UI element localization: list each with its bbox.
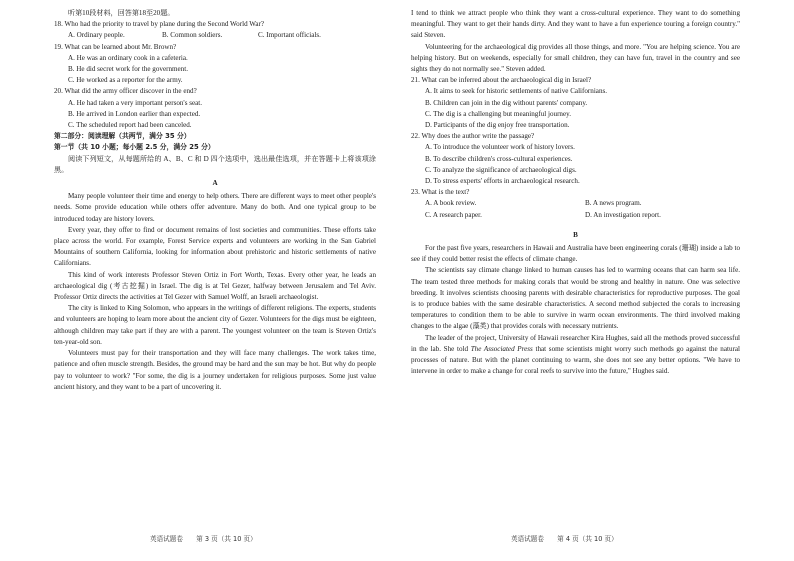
- q18-option-c: C. Important officials.: [258, 31, 321, 40]
- q21-option-c: C. The dig is a challenging but meaningful journey.: [425, 109, 571, 118]
- q22-option-c: C. To analyze the significance of archaeological digs.: [425, 165, 577, 174]
- right-page-column: [411, 8, 740, 378]
- listening-intro: 听第10段材料，回答第18至20题。: [68, 9, 175, 17]
- passage-a-label: A: [212, 179, 218, 188]
- q23-option-b: B. A news program.: [585, 199, 642, 208]
- section-1-heading: 第一节（共 10 小题；每小题 2.5 分，满分 25 分）: [54, 143, 215, 152]
- passage-b-paragraph-3-part-2: that some scientists might worry such methods go against the natural processes of nature. But with the planet continuing to warm, she does not see any better options. "We have to intervene in order to make a change for coral reefs to survive into the future," Hughes said.: [411, 344, 740, 376]
- reading-instructions: 阅读下列短文，从每题所给的 A、B、C 和 D 四个选项中，选出最佳选项，并在答题卡上将该项涂黑。: [54, 154, 376, 174]
- passage-b-paragraph-2: The scientists say climate change linked to human causes has led to warming oceans that can harm sea life. The team tested three methods for making corals that would be strong and healthy in nature. One was selective breeding. It involves scientists choosing parents with desirable characteristics for reproductive purposes. The goal is to produce babies with the same desirable characteristics. A second method subjected the corals to increasing temperatures to condition them to be able to survive in warm ocean environments. The third involved making changes to the algae (藻类) that provides corals with necessary nutrients.: [411, 266, 740, 331]
- passage-b-label: B: [573, 230, 578, 239]
- question-20: 20. What did the army officer discover in the end?: [54, 87, 197, 96]
- question-23-options-row-1: [425, 198, 740, 209]
- question-19: 19. What can be learned about Mr. Brown?: [54, 42, 177, 51]
- passage-a-paragraph-3: This kind of work interests Professor Steven Ortiz in Fort Worth, Texas. Every other year, he leads an archaeological dig (考古挖掘) in Israel. The dig is at Tel Gezer, halfway between Jerusalem and Tel Aviv. Professor Ortiz directs the activities at Tel Gezer with Samuel Wolff, an Israeli archaeologist.: [54, 270, 376, 302]
- q18-option-a: A. Ordinary people.: [68, 31, 125, 40]
- question-22: 22. Why does the author write the passage?: [411, 132, 535, 141]
- q20-option-c: C. The scheduled report had been canceled.: [68, 121, 192, 130]
- right-page-footer: 英语试题卷 第 4 页（共 10 页）: [511, 535, 618, 543]
- q20-option-a: A. He had taken a very important person's seat.: [68, 98, 203, 107]
- q23-option-c: C. A research paper.: [425, 210, 482, 219]
- q22-option-a: A. To introduce the volunteer work of history lovers.: [425, 143, 575, 152]
- q23-option-a: A. A book review.: [425, 199, 477, 208]
- passage-a-paragraph-6: I tend to think we attract people who think they want a cross-cultural experience. They want to do something meaningful. They want to get their hands dirty. And they want to have a fun experience touring a foreign country." said Steven.: [411, 9, 740, 40]
- q22-option-d: D. To stress experts' efforts in archaeological research.: [425, 177, 580, 186]
- question-18: 18. Who had the priority to travel by plane during the Second World War?: [54, 20, 265, 29]
- part-2-heading: 第二部分：阅读理解（共两节，满分 35 分）: [54, 132, 191, 141]
- q20-option-b: B. He arrived in London earlier than expected.: [68, 109, 201, 118]
- passage-b-paragraph-3: [411, 333, 740, 378]
- passage-b-paragraph-3-part-1: The leader of the project, University of Hawaii researcher Kira Hughes, said all the methods proved successful in the lab. She told: [411, 333, 740, 353]
- question-23-options-row-2: [425, 210, 740, 221]
- passage-b-paragraph-1: For the past five years, researchers in Hawaii and Australia have been engineering corals (珊瑚) inside a lab to see if they could better resist the effects of climate change.: [411, 244, 740, 264]
- passage-a-paragraph-4: The city is linked to King Solomon, who appears in the writings of different religions. The experts, students and volunteers are hoping to learn more about the ancient city of Gezer. Volunteers for the digs must be eighteen, although children may take part if they are with a parent. The youngest volunteer on the team is Steven Ortiz's ten-year-old son.: [54, 304, 376, 346]
- q21-option-a: A. It aims to seek for historic settlements of native Californians.: [425, 87, 608, 96]
- question-21: 21. What can be inferred about the archaeological dig in Israel?: [411, 76, 592, 85]
- passage-a-paragraph-5: Volunteers must pay for their transportation and they will face many challenges. The work takes time, patience and often muscle strength. Besides, the ground may be hard and the sun may be hot. But why do people pay to volunteer to work? "For some, the dig is a journey undertaken for religious purposes. Some just value ancient history, and they want to be a part of uncovering it.: [54, 349, 376, 391]
- q22-option-b: B. To describe children's cross-cultural experiences.: [425, 154, 573, 163]
- passage-a-paragraph-7: Volunteering for the archaeological dig provides all those things, and more. "You are helping science. You are helping history. But on weekends, especially for small children, they can have fun, travel in the country and see sights they do not normally see." Steven added.: [411, 42, 740, 74]
- newspaper-title: The Associated Press: [470, 344, 533, 353]
- question-18-options: [68, 30, 376, 41]
- q19-option-b: B. He did secret work for the government.: [68, 65, 188, 74]
- passage-a-paragraph-1: Many people volunteer their time and energy to help others. There are different ways to meet other people's needs. Some provide education while others offer adventure. Many do both. And one typical group to be introduced today are history lovers.: [54, 192, 376, 223]
- passage-a-paragraph-2: Every year, they offer to find or document remains of lost societies and communities. These efforts take place across the world. For example, Forest Service experts and volunteers are working in the San Gabriel Mountains of southern California, looking for information about prehistoric and historic settlements of native Californians.: [54, 225, 376, 268]
- q23-option-d: D. An investigation report.: [585, 210, 661, 219]
- q21-option-d: D. Participants of the dig enjoy free transportation.: [425, 121, 570, 130]
- q19-option-a: A. He was an ordinary cook in a cafeteria.: [68, 53, 188, 62]
- q18-option-b: B. Common soldiers.: [162, 31, 223, 40]
- left-page-footer: 英语试题卷 第 3 页（共 10 页）: [150, 535, 257, 543]
- left-page-column: [54, 8, 376, 393]
- question-23: 23. What is the text?: [411, 188, 470, 197]
- q19-option-c: C. He worked as a reporter for the army.: [68, 76, 183, 85]
- q21-option-b: B. Children can join in the dig without parents' company.: [425, 98, 588, 107]
